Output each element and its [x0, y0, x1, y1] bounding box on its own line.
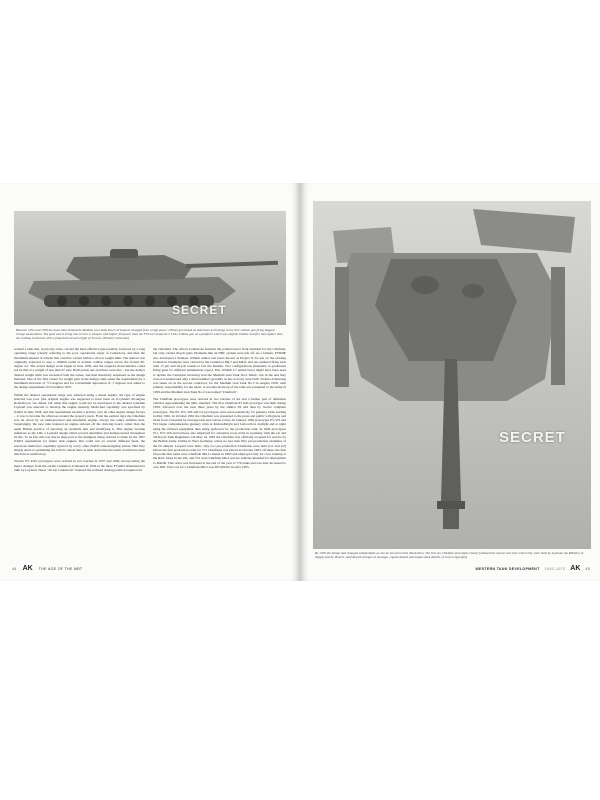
left-page — [0, 183, 299, 581]
photo-caption: Between 1952 and 1958 the basic idea behind the Medium Gun Tank No.2's armament changed from a high power 105mm gun based on American technology to the X23 120mm gun firing bagged charge ammunition. The goal was to bring into service a weapon with higher firepower than the FV214 Conqueror's L1A1 120mm gun on a platform which was slightly smaller and five tons lighter than the existing Centurion with a projected overall weight of 45 tons. (Private Collection) — [16, 328, 283, 341]
paragraph: The Chieftain prototypes were ordered in two batches of six and a further pair of definition vehicles approximating the Mk1 standard. The first Chieftain P1 hull prototype was built during 1959, followed over the next three years by the similar P2 and then by twelve complete prototypes. The P5, W5, W6 and G2 prototypes were used extensively for gunnery trials starting in May 1961. In October 1961 the Chieftain was presented to the press and public with glacis and turret front concealed by stowage bins and canvas covers. In January 1962 prototypes P3, W3 and W4 began comprehensive gunnery trials at Kirkcudbright and Lulworth in daylight and at night using the infrared equipment then being perfected for the production tank. In 1962 prototypes W1, W3, W6 and G2were also employed for extensive troop trials in Germany with the 1st and 5th Royal Tank Regiments. On May 1st 1963 the Chieftain was officially accepted for service by the British Army. Unlike in West Germany, where no less than fifty pre-production examples of the far simpler Leopard were built, only two pre-production Chieftains were built (G1 and G2) before the first production order for 571 Chieftains was placed in October 1963. Of these, the first 26 production tanks were Chieftain Mk.1s issued in 1965 and employed only for crew training at the RAC bases in the UK, and 531 were Chieftain Mk.2 service vehicles intended for deployment to BAOR. This order was increased at the end of the year to 770 tanks and was later increased to over 900. Unit cost for a Chieftain Mk.3 was £87,000.00 in early 1965. — [153, 396, 286, 469]
photo-caption: By 1959 the design had changed substantially as can be seen from this illustration. The first six Chieftain prototypes closely followed the layout seen here where they were built by Leyland, the Ministry of Supply and by Vickers. All featured changes in stowage, cupola details and engine deck details. (Crown Copyright) — [315, 551, 584, 560]
tank-side-view-image — [14, 211, 286, 325]
page-number: 44 — [12, 566, 17, 571]
page-number: 45 — [585, 566, 590, 571]
logo-text: AK — [22, 565, 33, 572]
photo-watermark: SECRET — [499, 429, 566, 446]
tank-overhead-photo — [313, 201, 591, 549]
right-footer — [475, 565, 590, 572]
text-column-2 — [153, 347, 286, 472]
tank-model-photo — [14, 211, 286, 325]
text-column-1 — [14, 347, 145, 475]
tank-top-view-image — [313, 201, 591, 549]
photo-watermark: SECRET — [172, 303, 227, 317]
logo-text: AK — [570, 565, 581, 572]
publisher-logo — [23, 565, 33, 572]
paragraph: Twelve FV 4201 prototypes were ordered in two batches in 1957 and 1960, incorporating the major changes from the earlier Centurion evaluated in 1956 in the three FV4202 demonstrators built by Leyland. These "40-ton Centurions" featured the reclined driving position required for — [14, 459, 145, 472]
paragraph: Whilst the desired operational range was achieved using a diesel engine, the type of engine selected was poor (the original engine was supposed to have been an 8-cylinder 90-degree Rolls-Royce vee diesel, but when this engine could not be developed to the desired schedule Leyland was selected to develop the engine instead). Multi-fuel capability was specified by NATO in June 1958, and this requirement became a priority over all other engine design factors – it was to become the albatross around the project's neck. From the earliest days the Chieftain was let down by an underpowered and unreliable engine, always the tank's Achilles heel. Surprisingly, the new tank featured an engine ordered off the drawing board, rather than the usual British practice of selecting an available unit and modifying it. This engine became infamous as the L60, a Leyland design which proved unreliable and underpowered throughout its life. To be fair, this was due in large part to the designers being ordered to abide by the 1957 NATO requirement for future tank engines that could run on several different fuels, the notorious multi-fuel capability ignored by every other NATO tank-designing nation. Had they simply stuck to optimising the L60 for diesel there is little doubt that the result would have been much more satisfactory. — [14, 392, 145, 456]
left-footer — [12, 565, 82, 572]
publisher-logo — [570, 565, 580, 572]
running-title: THE AGE OF THE MBT — [38, 566, 83, 571]
running-title: WESTERN TANK DEVELOPMENT — [475, 566, 540, 571]
right-page — [301, 183, 600, 581]
running-years: 1945–1975 — [544, 566, 566, 571]
magazine-spread — [0, 183, 600, 581]
paragraph: the Chieftain. The 40-ton Centurions featured the pointed turret front intended for the Chieftain, but only carried 20-pdr guns. Elements like an NBC system were left off. As a failsafe, FVRDE also developed a manless 105mm armed cast turret known as Project X for use on the existing Centurion. Examples were carried by the Centurion Mk.7 and Mk.8, and one endured firing tests with 17-pdr and 20-pdr rounds to test the mantlet. Two configurations (manually re-positioned firing guns for different ammunition types). This 105mm L7 armed turret might have been used to update the Centurion inventory had the Medium Gun Tank No.2 failed– but in the end they were not needed and only a small number (possibly as few as four) were built. Vickers Armstrong was taken on as the second contractor for the Medium Gun Tank No.3 in August 1958, with primary responsibility for the turret. A wooden mock-up of the tank was presented to the Army in 1959 and the Medium Gun Tank No.2 was named "Chieftain". — [153, 347, 286, 394]
paragraph: wanted a tank that, in priority order, carried the most effective gun possible, followed by a long operating range (clearly referring to the poor operational range of Centurion), and then the maximum amount of armour that could be carried within a 45-ton weight limit. The armour was originally expected to stop a 100mm round at normal combat ranges across the frontal 60-degree arc. The actual design work began in June 1956, and the required characteristics could not be met at a weight of less than 47 tons. Both points one and three were met – but the Army's desired weight limit was exceeded from the outset, and then massively surpassed as the design matured. One of the first causes for weight gain in the design came when the requirement for a maximum elevation of +15 degrees and for a maximum depression of -7 degrees was added to the design requirement in November 1957. — [14, 347, 145, 390]
